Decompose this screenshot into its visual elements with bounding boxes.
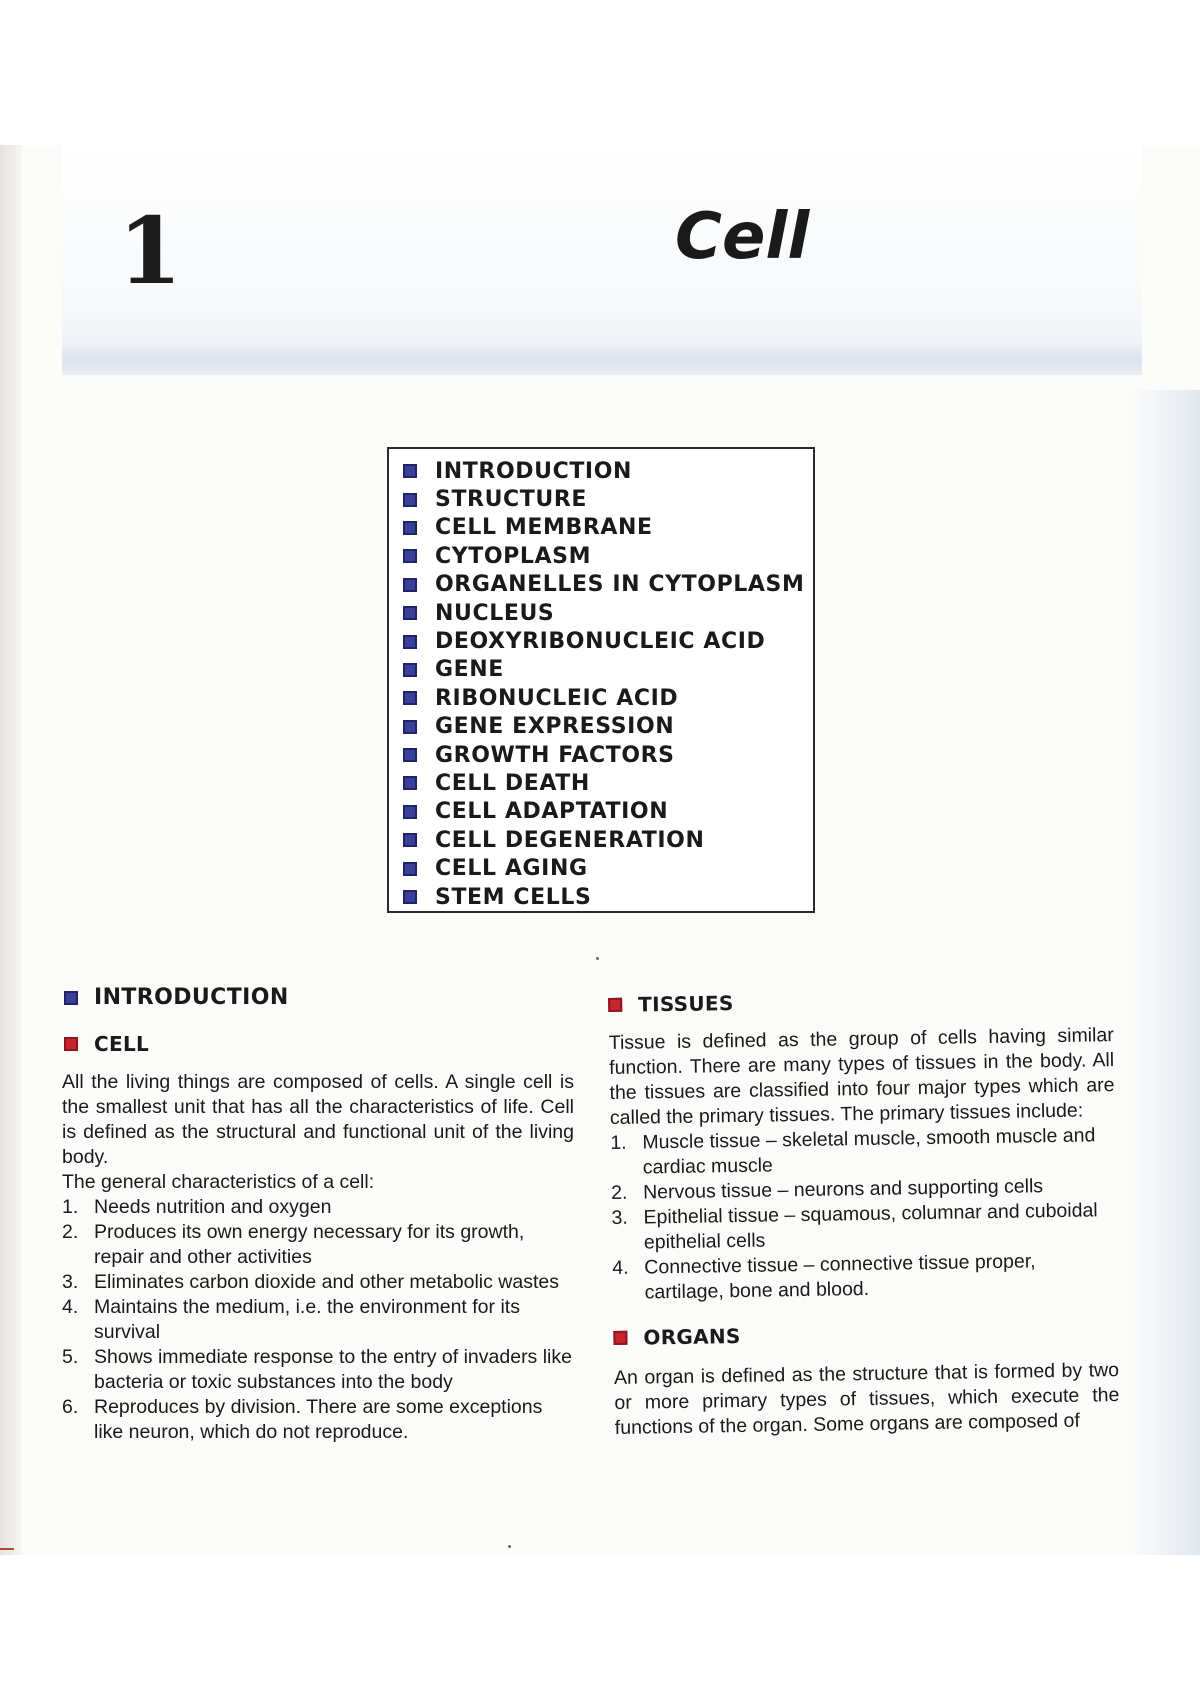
square-bullet-icon <box>403 691 417 705</box>
list-item-number: 5. <box>62 1346 79 1368</box>
cell-characteristics-intro: The general characteristics of a cell: <box>62 1171 375 1193</box>
contents-item <box>403 457 813 485</box>
introduction-heading <box>64 985 289 1010</box>
square-bullet-icon <box>403 748 417 762</box>
square-bullet-icon <box>403 549 417 563</box>
contents-item <box>403 883 813 911</box>
contents-item-label: CELL AGING <box>435 856 588 882</box>
list-item-number: 2. <box>610 1181 628 1204</box>
contents-item <box>403 627 813 655</box>
list-item-text: Nervous tissue – neurons and supporting cells <box>642 1175 1044 1204</box>
square-bullet-icon <box>403 805 417 819</box>
cell-heading <box>64 1032 149 1056</box>
contents-item-label: CYTOPLASM <box>435 543 592 569</box>
page-speck <box>508 1545 511 1548</box>
contents-item-label: RIBONUCLEIC ACID <box>435 685 679 711</box>
contents-item-label: CELL DEATH <box>435 770 590 796</box>
tissue-type-item <box>610 1123 1116 1181</box>
page-right-edge <box>1130 390 1200 1555</box>
contents-item <box>403 769 813 797</box>
introduction-heading-text: INTRODUCTION <box>94 985 289 1010</box>
contents-item <box>403 514 813 542</box>
list-item-text: Muscle tissue – skeletal muscle, smooth muscle and cardiac muscle <box>642 1124 1096 1179</box>
list-item-number: 2. <box>62 1221 79 1243</box>
contents-item <box>403 826 813 854</box>
contents-item <box>403 542 813 570</box>
square-bullet-icon <box>403 833 417 847</box>
square-bullet-icon <box>403 464 417 478</box>
list-item-text: Reproduces by division. There are some exceptions like neuron, which do not reproduce. <box>94 1396 543 1443</box>
chapter-number: 1 <box>118 197 183 305</box>
chapter-header-band <box>62 145 1142 375</box>
contents-item <box>403 571 813 599</box>
tissues-paragraph: Tissue is defined as the group of cells having similar function. There are many types of tissues in the body. All the tissues are classified into four major types which are called the primary tissues. The primary tissues include: <box>608 1024 1115 1129</box>
cell-characteristic-item <box>62 1295 574 1345</box>
organs-paragraph: An organ is defined as the structure that is formed by two or more primary types of tissues, which execute the functions of the organ. Some organs are composed of <box>613 1359 1120 1439</box>
square-bullet-icon <box>613 1331 627 1345</box>
contents-item-label: GROWTH FACTORS <box>435 742 675 768</box>
cell-characteristic-item <box>62 1395 574 1445</box>
square-bullet-icon <box>403 890 417 904</box>
square-bullet-icon <box>608 998 622 1012</box>
list-item-text: Produces its own energy necessary for its growth, repair and other activities <box>94 1221 525 1268</box>
list-item-number: 1. <box>610 1131 627 1154</box>
contents-item <box>403 798 813 826</box>
list-item-number: 3. <box>611 1206 628 1229</box>
contents-item-label: GENE EXPRESSION <box>435 714 675 740</box>
contents-item-label: CELL MEMBRANE <box>435 515 653 541</box>
contents-item-label: NUCLEUS <box>435 600 555 626</box>
tissues-heading-text: TISSUES <box>637 991 734 1017</box>
square-bullet-icon <box>403 606 417 620</box>
list-item-text: Shows immediate response to the entry of invaders like bacteria or toxic substances into the body <box>94 1346 572 1393</box>
contents-item-label: DEOXYRIBONUCLEIC ACID <box>435 629 766 655</box>
square-bullet-icon <box>64 991 78 1005</box>
contents-item <box>403 485 813 513</box>
page-left-edge <box>0 145 22 1555</box>
cell-characteristics-list <box>62 1195 574 1445</box>
organs-heading <box>613 1318 1118 1350</box>
cell-characteristic-item <box>62 1270 574 1295</box>
square-bullet-icon <box>403 776 417 790</box>
contents-item-label: STRUCTURE <box>435 487 588 513</box>
square-bullet-icon <box>403 862 417 876</box>
square-bullet-icon <box>403 720 417 734</box>
cell-heading-text: CELL <box>94 1032 150 1056</box>
cell-characteristic-item <box>62 1345 574 1395</box>
list-item-text: Eliminates carbon dioxide and other metabolic wastes <box>94 1271 560 1293</box>
cell-characteristic-item <box>62 1195 574 1220</box>
tissue-type-item <box>611 1198 1117 1256</box>
square-bullet-icon <box>64 1037 78 1051</box>
chapter-title: Cell <box>675 200 810 274</box>
cell-paragraph: All the living things are composed of cells. A single cell is the smallest unit that has all the characteristics of life. Cell is defined as the structural and functional unit of the living body. <box>62 1071 574 1168</box>
list-item-number: 4. <box>612 1256 629 1279</box>
list-item-text: Maintains the medium, i.e. the environment for its survival <box>94 1296 520 1343</box>
contents-item <box>403 599 813 627</box>
list-item-text: Connective tissue – connective tissue proper, cartilage, bone and blood. <box>644 1250 1036 1304</box>
contents-item-label: ORGANELLES IN CYTOPLASM <box>435 572 805 598</box>
contents-item-label: INTRODUCTION <box>435 458 633 484</box>
tissue-types-list <box>610 1123 1118 1306</box>
organs-heading-text: ORGANS <box>643 1323 741 1350</box>
square-bullet-icon <box>403 578 417 592</box>
list-item-text: Needs nutrition and oxygen <box>94 1196 332 1218</box>
cell-characteristic-item <box>62 1220 574 1270</box>
contents-item-label: STEM CELLS <box>435 884 592 910</box>
page-edge-mark <box>0 1548 14 1550</box>
list-item-number: 1. <box>62 1196 79 1218</box>
contents-item <box>403 713 813 741</box>
chapter-contents-box <box>387 447 815 913</box>
square-bullet-icon <box>403 635 417 649</box>
list-item-number: 4. <box>62 1296 79 1318</box>
contents-item-label: CELL ADAPTATION <box>435 799 669 825</box>
square-bullet-icon <box>403 493 417 507</box>
list-item-number: 6. <box>62 1396 79 1418</box>
contents-item-label: CELL DEGENERATION <box>435 827 705 853</box>
contents-item-label: GENE <box>435 657 504 683</box>
contents-item <box>403 684 813 712</box>
contents-item <box>403 656 813 684</box>
right-column <box>608 985 1120 1439</box>
chapter-header-band-edge <box>62 345 1142 375</box>
square-bullet-icon <box>403 521 417 535</box>
tissue-type-item <box>612 1248 1118 1306</box>
contents-item <box>403 741 813 769</box>
contents-item <box>403 854 813 882</box>
list-item-number: 3. <box>62 1271 79 1293</box>
square-bullet-icon <box>403 663 417 677</box>
page-speck <box>596 957 599 960</box>
list-item-text: Epithelial tissue – squamous, columnar and cuboidal epithelial cells <box>643 1199 1098 1254</box>
